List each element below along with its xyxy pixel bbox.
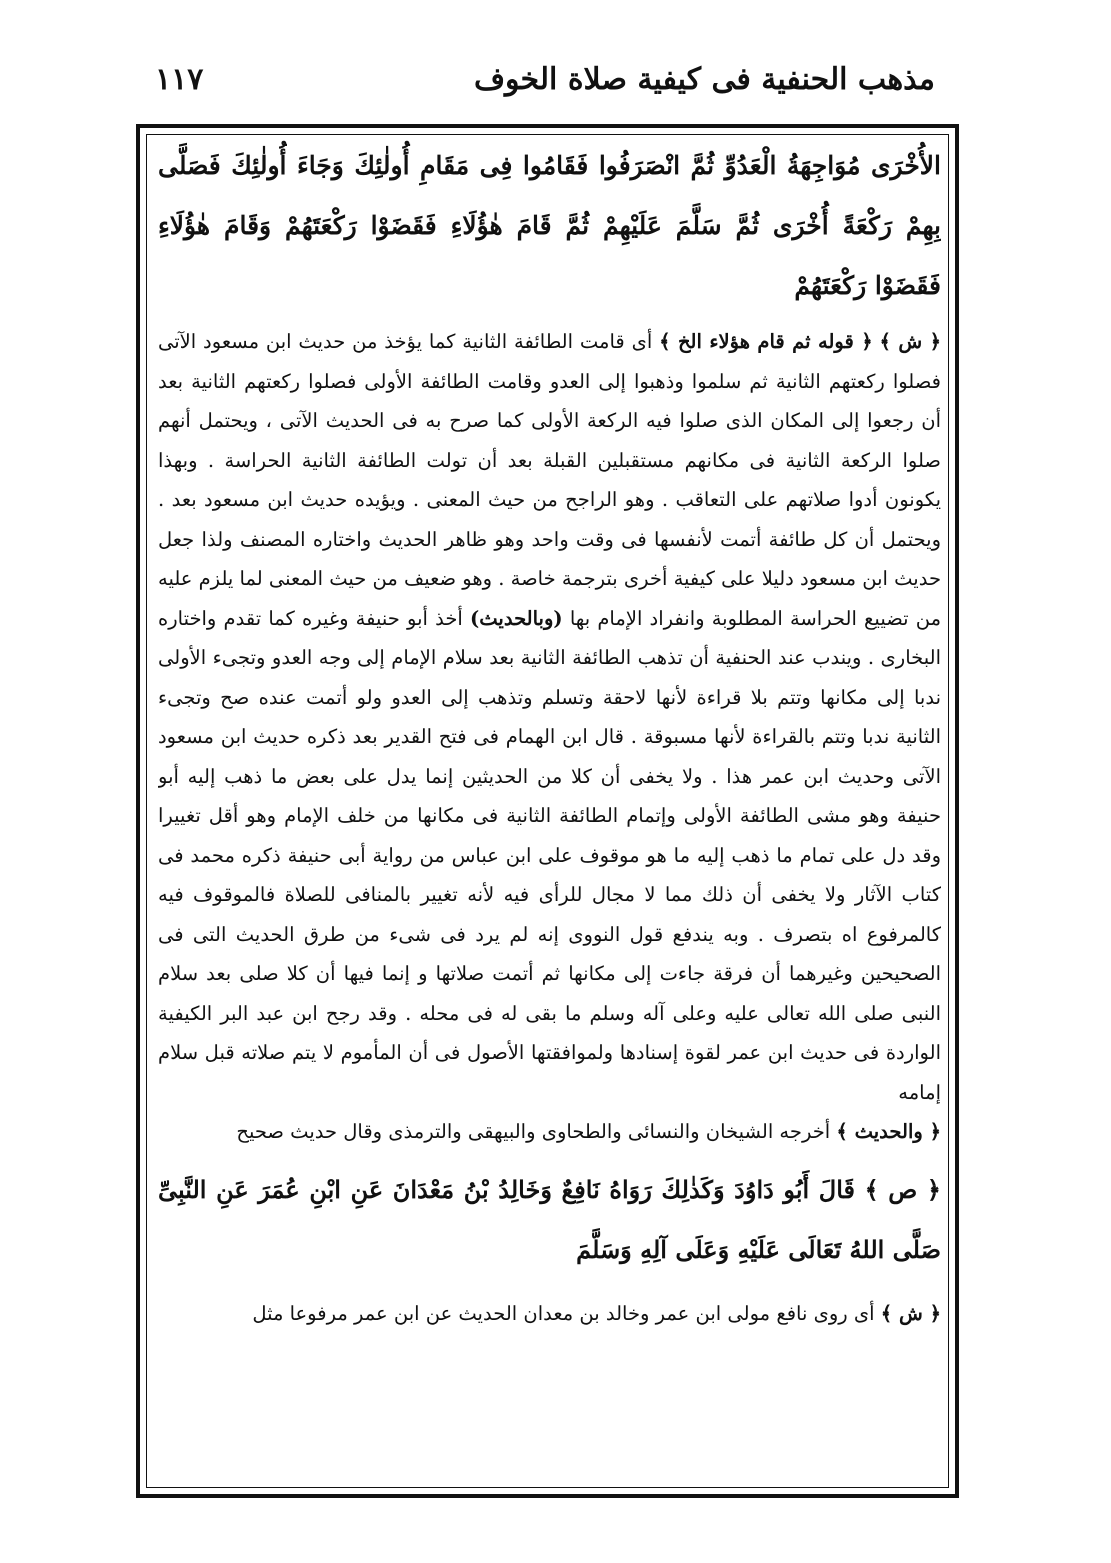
takhrij-line [158,1112,941,1152]
takhrij-quote: ﴿ والحديث ﴾ [836,1120,941,1143]
hadith-2-text: قَالَ أَبُو دَاوُدَ وَكَذٰلِكَ رَوَاهُ نَافِعٌ وَخَالِدُ بْنُ مَعْدَانَ عَنِ ابْنِ عُمَرَ عَنِ النَّبِىِّ صَلَّى اللهُ تَعَالَى عَلَيْهِ وَعَلَى آلِهِ وَسَلَّمَ [158,1174,941,1264]
page-number: ١١٧ [155,62,204,97]
running-title: مذهب الحنفية فى كيفية صلاة الخوف [473,62,935,97]
hadith-text-2 [158,1160,941,1280]
hadith-text: الأُخْرَى مُوَاجِهَةُ الْعَدُوِّ ثُمَّ انْصَرَفُوا فَقَامُوا فِى مَقَامِ أُولٰئِكَ وَجَاءَ أُولٰئِكَ فَصَلَّى بِهِمْ رَكْعَةً أُخْرَى ثُمَّ سَلَّمَ عَلَيْهِمْ ثُمَّ قَامَ هٰؤُلَاءِ فَقَضَوْا رَكْعَتَهُمْ وَقَامَ هٰؤُلَاءِ فَقَضَوْا رَكْعَتَهُمْ [158,151,941,300]
commentary-text: أى قامت الطائفة الثانية كما يؤخذ من حديث ابن مسعود الآتى فصلوا ركعتهم الثانية ثم سلموا وذهبوا إلى العدو وقامت الطائفة الأولى فصلوا ركعتهم الثانية بعد أن رجعوا إلى المكان الذى صلوا فيه الركعة الأولى كما صرح به فى الحديث الآتى ، ويحتمل أنهم صلوا الركعة الثانية فى مكانهم مستقبلين القبلة بعد أن تولت الطائفة الثانية الحراسة . وبهذا يكونون أدوا صلاتهم على التعاقب . وهو الراجح من حيث المعنى . ويؤيده حديث ابن مسعود بعد . ويحتمل أن كل طائفة أتمت لأنفسها فى وقت واحد وهو ظاهر الحديث واختاره المصنف ولذا جعل حديث ابن مسعود دليلا على كيفية أخرى بترجمة خاصة . وهو ضعيف من حيث المعنى لما يلزم عليه من تضييع الحراسة المطلوبة وانفراد الإمام بها [158,330,941,630]
page-body [158,136,941,1486]
takhrij-text: أخرجه الشيخان والنسائى والطحاوى والبيهقى والترمذى وقال حديث صحيح [236,1120,831,1143]
commentary-quote-hadith: (وبالحديث) [470,606,563,630]
commentary-text-continued: أخذ أبو حنيفة وغيره كما تقدم واختاره البخارى . ويندب عند الحنفية أن تذهب الطائفة الثانية بعد سلام الإمام إلى وجه العدو وتجىء الأولى ندبا إلى مكانها وتتم بلا قراءة لأنها لاحقة وتسلم وتذهب إلى العدو ولو أتمت عنده صح وتجىء الثانية ندبا وتتم بالقراءة لأنها مسبوقة . قال ابن الهمام فى فتح القدير بعد ذكره حديث ابن مسعود الآتى وحديث ابن عمر هذا . ولا يخفى أن كلا من الحديثين إنما يدل على بعض ما ذهب إليه أبو حنيفة وهو مشى الطائفة الأولى وإتمام الطائفة الثانية فى مكانها من خلف الإمام وهو أقل تغييرا وقد دل على تمام ما ذهب إليه ما هو موقوف على ابن عباس من رواية أبى حنيفة ذكره محمد فى كتاب الآثار ولا يخفى أن ذلك مما لا مجال للرأى فيه لأنه تغيير بالمنافى للصلاة فالموقوف فيه كالمرفوع اه بتصرف . وبه يندفع قول النووى إنه لم يرد فى شىء من طرق الحديث التى فى الصحيحين وغيرهما أن فرقة جاءت إلى مكانها ثم أتمت صلاتها و إنما فيها أن كلا صلى بعد سلام النبى صلى الله تعالى عليه وعلى آله وسلم ما بقى له فى محله . وقد رجح ابن عبد البر الكيفية الواردة فى حديث ابن عمر لقوة إسنادها ولموافقتها الأصول فى أن المأموم لا يتم صلاته قبل سلام إمامه [158,606,941,1104]
sharh-marker-2: ﴿ ش ﴾ [880,1301,941,1325]
commentary-quote: ﴿ قوله ثم قام هؤلاء الخ ﴾ [659,330,873,353]
commentary-paragraph-2 [158,1294,941,1333]
sharh-marker: ﴿ ش ﴾ [879,330,941,353]
sad-marker: ﴿ ص ﴾ [864,1174,941,1204]
commentary-paragraph [158,322,941,1112]
text-frame [136,124,959,1498]
commentary-2-text: أى روى نافع مولى ابن عمر وخالد بن معدان الحديث عن ابن عمر مرفوعا مثل [252,1301,875,1325]
page-header [155,62,935,118]
